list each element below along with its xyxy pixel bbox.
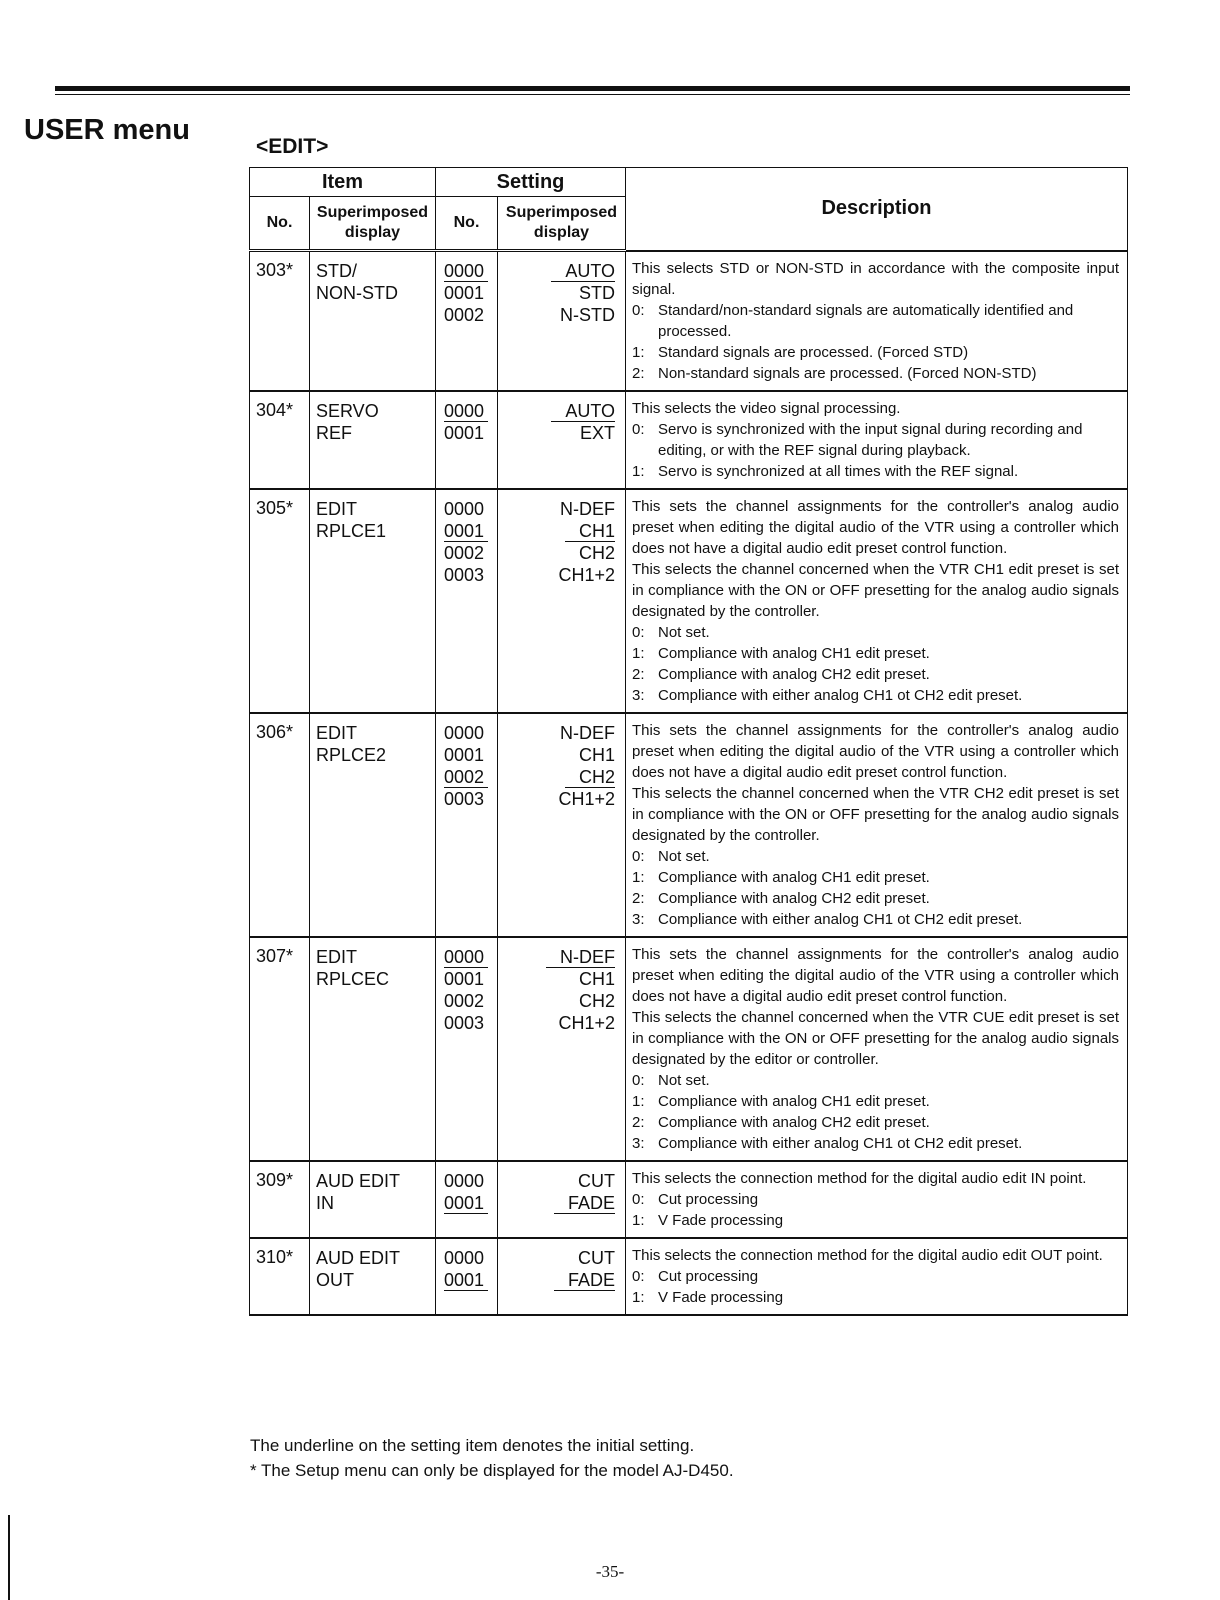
option-text: Compliance with either analog CH1 ot CH2 edit preset. [658,910,1023,928]
setting-number-line [444,946,493,968]
row-number: 303* [250,251,310,391]
setting-number-line [444,260,493,282]
row-item-display: AUD EDIT IN [310,1161,436,1238]
option-key: 0: [632,1190,645,1208]
table-row [250,489,1128,713]
option-key: 1: [632,644,645,662]
setting-display-line [502,422,615,444]
option-text: Servo is synchronized with the input signal during recording and editing, or with the REF signal during playback. [658,420,1083,459]
row-setting-numbers [436,489,498,713]
setting-display-line [502,304,615,326]
option-text: Cut processing [658,1190,759,1208]
description-option [632,664,1119,685]
setting-display-line [502,1269,615,1291]
row-description [626,489,1128,713]
description-option [632,1070,1119,1091]
row-setting-displays [498,391,626,489]
setting-number-line [444,564,493,586]
description-option [632,1133,1119,1154]
setting-display-line [502,1192,615,1214]
option-text: V Fade processing [658,1211,784,1229]
option-text: Standard/non-standard signals are automatically identified and processed. [658,301,1074,340]
setting-display: CH1+2 [558,788,615,809]
option-key: 0: [632,420,645,438]
setting-number: 0002 [444,767,488,788]
description-text: This selects the connection method for the digital audio edit OUT point. [632,1246,1103,1264]
setting-display: N-DEF [560,722,615,743]
setting-number-line [444,788,493,810]
setting-display-line [502,498,615,520]
setting-number-line [444,542,493,564]
row-setting-numbers [436,937,498,1161]
option-key: 0: [632,1071,645,1089]
setting-number: 0000 [444,947,488,968]
description-option [632,643,1119,664]
setting-number-line [444,400,493,422]
description-option [632,685,1119,706]
row-setting-numbers [436,1161,498,1238]
row-description [626,1238,1128,1315]
description-option [632,1210,1119,1231]
description-text: This selects the channel concerned when the VTR CH1 edit preset is set in compliance with the ON or OFF presetting for the analog audio signals designated by the controller. [632,560,1119,620]
option-key: 3: [632,686,645,704]
setting-display-line [502,564,615,586]
header-item-no: No. [250,197,310,251]
row-setting-numbers [436,713,498,937]
setting-number: 0000 [444,1247,485,1268]
setting-display-line [502,744,615,766]
setting-number: 0000 [444,401,488,422]
setting-display-line [502,520,615,542]
setting-number: 0000 [444,498,485,519]
header-setting: Setting [436,168,626,197]
description-option [632,1091,1119,1112]
description-option [632,1266,1119,1287]
row-description [626,1161,1128,1238]
option-key: 1: [632,1092,645,1110]
option-key: 1: [632,1288,645,1306]
setting-number-line [444,520,493,542]
row-description [626,251,1128,391]
option-text: Non-standard signals are processed. (Forced NON-STD) [658,364,1037,382]
option-text: Servo is synchronized at all times with the REF signal. [658,462,1019,480]
row-number: 309* [250,1161,310,1238]
setting-number: 0000 [444,722,485,743]
setting-number-line [444,1269,493,1291]
footnote-model: * The Setup menu can only be displayed for the model AJ-D450. [250,1461,734,1480]
option-text: Standard signals are processed. (Forced STD) [658,343,969,361]
table-body [250,251,1128,1315]
option-key: 3: [632,1134,645,1152]
setting-number-line [444,1247,493,1269]
table-row [250,251,1128,391]
setting-number: 0001 [444,968,485,989]
setting-display: CH2 [578,990,615,1011]
setting-display: CH2 [565,767,615,788]
row-description [626,391,1128,489]
option-key: 1: [632,1211,645,1229]
setting-number-line [444,422,493,444]
row-item-display: AUD EDIT OUT [310,1238,436,1315]
setting-display-line [502,260,615,282]
setting-number-line [444,1170,493,1192]
header-setting-no: No. [436,197,498,251]
setting-number-line [444,968,493,990]
setting-display-line [502,1170,615,1192]
row-setting-numbers [436,391,498,489]
setting-display-line [502,1247,615,1269]
menu-table [249,167,1128,1316]
row-item-display: STD/ NON-STD [310,251,436,391]
description-text: This selects the channel concerned when the VTR CH2 edit preset is set in compliance with the ON or OFF presetting for the analog audio signals designated by the controller. [632,784,1119,844]
row-item-display: EDIT RPLCEC [310,937,436,1161]
description-text: This selects the connection method for the digital audio edit IN point. [632,1169,1087,1187]
description-option [632,867,1119,888]
option-text: Compliance with either analog CH1 ot CH2 edit preset. [658,686,1023,704]
setting-number: 0001 [444,422,485,443]
setting-display-line [502,766,615,788]
option-text: Compliance with either analog CH1 ot CH2 edit preset. [658,1134,1023,1152]
row-item-display: EDIT RPLCE2 [310,713,436,937]
row-number: 310* [250,1238,310,1315]
setting-display: N-DEF [546,947,615,968]
setting-number: 0001 [444,1193,488,1214]
row-description [626,713,1128,937]
setting-number: 0000 [444,261,488,282]
option-text: Compliance with analog CH1 edit preset. [658,644,930,662]
description-option [632,1189,1119,1210]
option-text: Cut processing [658,1267,759,1285]
row-item-display: EDIT RPLCE1 [310,489,436,713]
row-setting-numbers [436,251,498,391]
setting-number-line [444,722,493,744]
option-key: 1: [632,343,645,361]
footnote-underline: The underline on the setting item denotes the initial setting. [250,1436,695,1455]
setting-display: CH1 [565,521,615,542]
description-option [632,300,1119,342]
description-option [632,419,1119,461]
setting-number: 0001 [444,744,485,765]
description-text: This sets the channel assignments for the controller's analog audio preset when editing the digital audio of the VTR using a controller which does not have a digital audio edit preset control function. [632,721,1119,781]
row-item-display: SERVO REF [310,391,436,489]
setting-number-line [444,1012,493,1034]
setting-display: AUTO [551,401,615,422]
sub-title: <EDIT> [256,135,329,158]
header-rule-thin [55,94,1130,95]
header-description: Description [626,168,1128,251]
setting-display: STD [579,283,615,303]
table-row [250,937,1128,1161]
setting-number-line [444,498,493,520]
setting-number: 0003 [444,788,485,809]
option-key: 2: [632,1113,645,1131]
setting-display-line [502,542,615,564]
option-text: Not set. [658,847,710,865]
option-text: Compliance with analog CH2 edit preset. [658,665,930,683]
option-key: 2: [632,364,645,382]
option-text: Not set. [658,623,710,641]
description-option [632,342,1119,363]
option-key: 2: [632,889,645,907]
table-row [250,1238,1128,1315]
setting-number: 0002 [444,542,485,563]
option-key: 0: [632,847,645,865]
setting-display-line [502,946,615,968]
description-option [632,1287,1119,1308]
option-text: V Fade processing [658,1288,784,1306]
option-text: Compliance with analog CH2 edit preset. [658,1113,930,1131]
row-setting-displays [498,251,626,391]
row-description [626,937,1128,1161]
option-text: Compliance with analog CH1 edit preset. [658,1092,930,1110]
description-text: This sets the channel assignments for the controller's analog audio preset when editing the digital audio of the VTR using a controller which does not have a digital audio edit preset control function. [632,945,1119,1005]
table-row [250,713,1128,937]
header-setting-display: Superimposed display [498,197,626,251]
setting-display-line [502,990,615,1012]
option-text: Compliance with analog CH1 edit preset. [658,868,930,886]
description-option [632,846,1119,867]
description-option [632,909,1119,930]
setting-display: CH1+2 [558,1012,615,1033]
setting-number: 0002 [444,990,485,1011]
option-key: 2: [632,665,645,683]
setting-display-line [502,788,615,810]
option-text: Not set. [658,1071,710,1089]
description-text: This sets the channel assignments for the controller's analog audio preset when editing the digital audio of the VTR using a controller which does not have a digital audio edit preset control function. [632,497,1119,557]
option-key: 0: [632,301,645,319]
setting-number: 0001 [444,283,485,303]
section-title: USER menu [24,114,190,146]
setting-number-line [444,1192,493,1214]
setting-number-line [444,304,493,326]
table-row [250,391,1128,489]
setting-display: FADE [554,1193,615,1214]
option-key: 0: [632,623,645,641]
setting-number: 0001 [444,1270,488,1291]
setting-number-line [444,282,493,304]
setting-number: 0001 [444,521,488,542]
row-setting-displays [498,489,626,713]
row-number: 305* [250,489,310,713]
row-setting-displays [498,713,626,937]
option-key: 0: [632,1267,645,1285]
margin-mark [8,1515,10,1600]
setting-number: 0003 [444,564,485,585]
setting-number: 0000 [444,1170,485,1191]
setting-display-line [502,400,615,422]
row-setting-numbers [436,1238,498,1315]
setting-number: 0002 [444,305,485,325]
setting-display: N-STD [560,305,615,325]
setting-display: CH1 [578,744,615,765]
row-number: 306* [250,713,310,937]
setting-number-line [444,990,493,1012]
header-item: Item [250,168,436,197]
description-text: This selects the video signal processing. [632,399,901,417]
setting-number-line [444,744,493,766]
description-text: This selects STD or NON-STD in accordance with the composite input signal. [632,259,1119,298]
row-number: 304* [250,391,310,489]
option-key: 1: [632,868,645,886]
setting-display-line [502,282,615,304]
setting-display: CH1 [578,968,615,989]
description-text: This selects the channel concerned when the VTR CUE edit preset is set in compliance with the ON or OFF presetting for the analog audio signals designated by the editor or controller. [632,1008,1119,1068]
table-row [250,1161,1128,1238]
header-item-display: Superimposed display [310,197,436,251]
description-option [632,622,1119,643]
setting-display: CUT [578,1247,615,1268]
description-option [632,888,1119,909]
setting-display: CH2 [578,542,615,563]
description-option [632,363,1119,384]
option-key: 3: [632,910,645,928]
setting-display: N-DEF [560,498,615,519]
setting-display-line [502,722,615,744]
setting-display-line [502,968,615,990]
setting-display: CH1+2 [558,564,615,585]
setting-display: EXT [579,422,615,443]
option-text: Compliance with analog CH2 edit preset. [658,889,930,907]
setting-display-line [502,1012,615,1034]
setting-display: FADE [554,1270,615,1291]
page-number: -35- [595,1562,625,1581]
setting-display: CUT [578,1170,615,1191]
description-option [632,1112,1119,1133]
setting-number-line [444,766,493,788]
row-setting-displays [498,1161,626,1238]
table-header [250,168,1128,251]
row-setting-displays [498,937,626,1161]
setting-number: 0003 [444,1012,485,1033]
setting-display: AUTO [551,261,615,282]
row-number: 307* [250,937,310,1161]
header-rule-thick [55,86,1130,91]
row-setting-displays [498,1238,626,1315]
description-option [632,461,1119,482]
option-key: 1: [632,462,645,480]
